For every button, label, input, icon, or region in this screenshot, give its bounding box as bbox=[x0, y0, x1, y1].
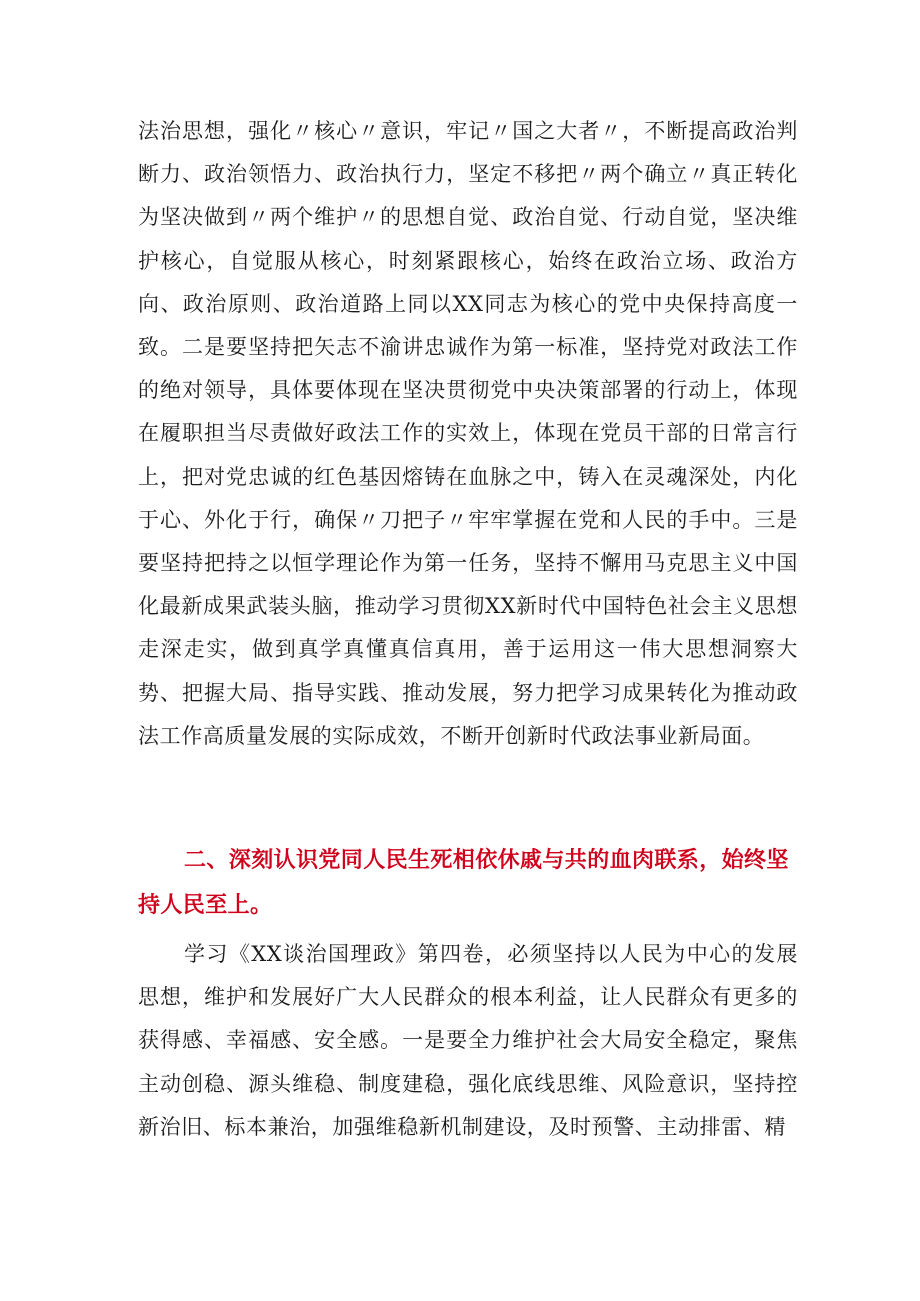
body-paragraph-1: 法治思想，强化〃核心〃意识，牢记〃国之大者〃，不断提高政治判断力、政治领悟力、政治执行力，坚定不移把〃两个确立〃真正转化为坚决做到〃两个维护〃的思想自觉、政治自觉、行动自觉，坚决维护核心，自觉服从核心，时刻紧跟核心，始终在政治立场、政治方向、政治原则、政治道路上同以XX同志为核心的党中央保持高度一致。二是要坚持把矢志不渝讲忠诚作为第一标准，坚持党对政法工作的绝对领导，具体要体现在坚决贯彻党中央决策部署的行动上，体现在履职担当尽责做好政法工作的实效上，体现在党员干部的日常言行上，把对党忠诚的红色基因熔铸在血脉之中，铸入在灵魂深处，内化于心、外化于行，确保〃刀把子〃牢牢掌握在党和人民的手中。三是要坚持把持之以恒学理论作为第一任务，坚持不懈用马克思主义中国化最新成果武装头脑，推动学习贯彻XX新时代中国特色社会主义思想走深走实，做到真学真懂真信真用，善于运用这一伟大思想洞察大势、把握大局、指导实践、推动发展，努力把学习成果转化为推动政法工作高质量发展的实际成效，不断开创新时代政法事业新局面。 bbox=[138, 119, 798, 748]
section-heading: 二、深刻认识党同人民生死相依休戚与共的血肉联系，始终坚持人民至上。 bbox=[138, 848, 789, 918]
body-paragraph-2: 学习《XX谈治国理政》第四卷，必须坚持以人民为中心的发展思想，维护和发展好广大人民群众的根本利益，让人民群众有更多的获得感、幸福感、安全感。一是要全力维护社会大局安全稳定，聚焦主动创稳、源头维稳、制度建稳，强化底线思维、风险意识，坚持控新治旧、标本兼治，加强维稳新机制建设，及时预警、主动排雷、精 bbox=[138, 942, 798, 1139]
